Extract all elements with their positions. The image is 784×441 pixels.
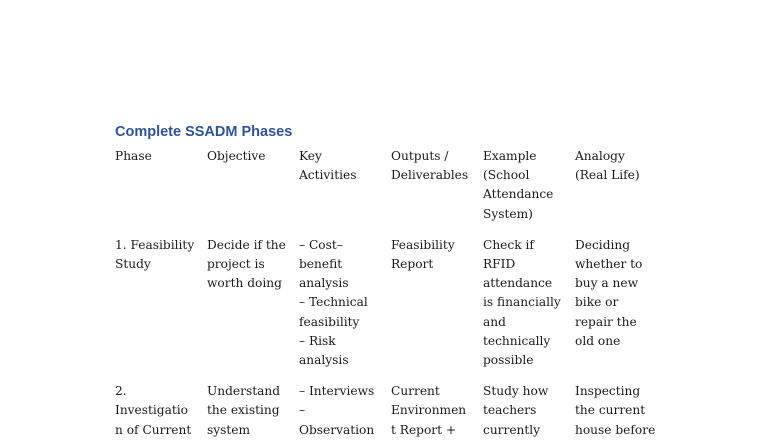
cell-text-line: repair the: [575, 314, 637, 329]
cell-text-line: project is: [207, 257, 265, 272]
cell-analogy: [571, 382, 663, 441]
cell-outputs: [387, 236, 479, 382]
cell-text-line: 2.: [115, 384, 127, 399]
cell-text-line: attendance: [483, 276, 553, 291]
cell-text-line: t Report +: [391, 422, 457, 437]
cell-text-line: (School: [483, 168, 530, 183]
cell-text-line: Attendance: [483, 187, 554, 202]
cell-text-line: system: [207, 422, 251, 437]
ssadm-phases-table: [111, 147, 663, 441]
cell-text-line: 1. Feasibility: [115, 237, 195, 252]
cell-text-line: System): [483, 206, 533, 221]
cell-text-line: Key: [299, 149, 322, 163]
cell-key-activities: [295, 382, 387, 441]
cell-text-line: teachers: [483, 403, 537, 418]
cell-text-line: Outputs /: [391, 149, 449, 163]
cell-text-line: analysis: [299, 276, 349, 291]
cell-phase: [111, 382, 203, 441]
cell-text-line: Check if: [483, 237, 534, 252]
cell-text-line: Deciding: [575, 237, 631, 252]
cell-text-line: possible: [483, 353, 534, 368]
cell-example: [479, 236, 571, 382]
cell-text-line: is financially: [483, 295, 561, 310]
cell-text-line: buy a new: [575, 276, 639, 291]
cell-text-line: house before: [575, 422, 656, 437]
table-row: [111, 382, 663, 441]
cell-text-line: – Cost–: [299, 237, 343, 252]
cell-text-line: bike or: [575, 295, 619, 310]
cell-text-line: old one: [575, 333, 621, 348]
cell-text-line: – Technical: [299, 295, 368, 310]
cell-phase: [111, 236, 203, 382]
cell-text-line: – Interviews: [299, 384, 375, 399]
cell-text-line: –: [299, 403, 306, 418]
cell-objective: [203, 382, 295, 441]
cell-text-line: Inspecting: [575, 384, 641, 399]
cell-text-line: Deliverables: [391, 168, 469, 183]
table-row: [111, 236, 663, 382]
cell-analogy: [571, 236, 663, 382]
cell-text-line: Observation: [299, 422, 375, 437]
cell-text-line: feasibility: [299, 314, 360, 329]
cell-text-line: RFID: [483, 257, 516, 272]
cell-text-line: Analogy: [575, 149, 625, 163]
cell-text-line: currently: [483, 422, 541, 437]
cell-text-line: Feasibility: [391, 237, 455, 252]
header-cell-objective: [203, 147, 295, 236]
cell-text-line: Environmen: [391, 403, 467, 418]
cell-objective: [203, 236, 295, 382]
cell-text-line: Study how: [483, 384, 549, 399]
section-heading: Complete SSADM Phases: [115, 124, 293, 140]
cell-outputs: [387, 382, 479, 441]
header-cell-phase: [111, 147, 203, 236]
cell-text-line: (Real Life): [575, 168, 640, 183]
header-cell-key-activities: [295, 147, 387, 236]
cell-text-line: Understand: [207, 384, 281, 399]
cell-text-line: benefit: [299, 257, 343, 272]
cell-text-line: and: [483, 314, 506, 329]
cell-text-line: Phase: [115, 149, 152, 163]
header-cell-example: [479, 147, 571, 236]
cell-text-line: Current: [391, 384, 440, 399]
table-header-row: [111, 147, 663, 236]
cell-example: [479, 382, 571, 441]
cell-text-line: Decide if the: [207, 237, 286, 252]
cell-text-line: whether to: [575, 257, 643, 272]
cell-text-line: the existing: [207, 403, 280, 418]
cell-text-line: n of Current: [115, 422, 192, 437]
cell-text-line: worth doing: [207, 276, 282, 291]
cell-text-line: the current: [575, 403, 646, 418]
cell-text-line: Investigatio: [115, 403, 189, 418]
cell-text-line: Study: [115, 257, 151, 272]
cell-text-line: Activities: [299, 168, 357, 183]
cell-text-line: technically: [483, 333, 551, 348]
cell-key-activities: [295, 236, 387, 382]
header-cell-outputs: [387, 147, 479, 236]
cell-text-line: Example: [483, 149, 537, 163]
header-cell-analogy: [571, 147, 663, 236]
cell-text-line: analysis: [299, 353, 349, 368]
cell-text-line: Report: [391, 257, 434, 272]
cell-text-line: – Risk: [299, 333, 336, 348]
cell-text-line: Objective: [207, 149, 266, 163]
